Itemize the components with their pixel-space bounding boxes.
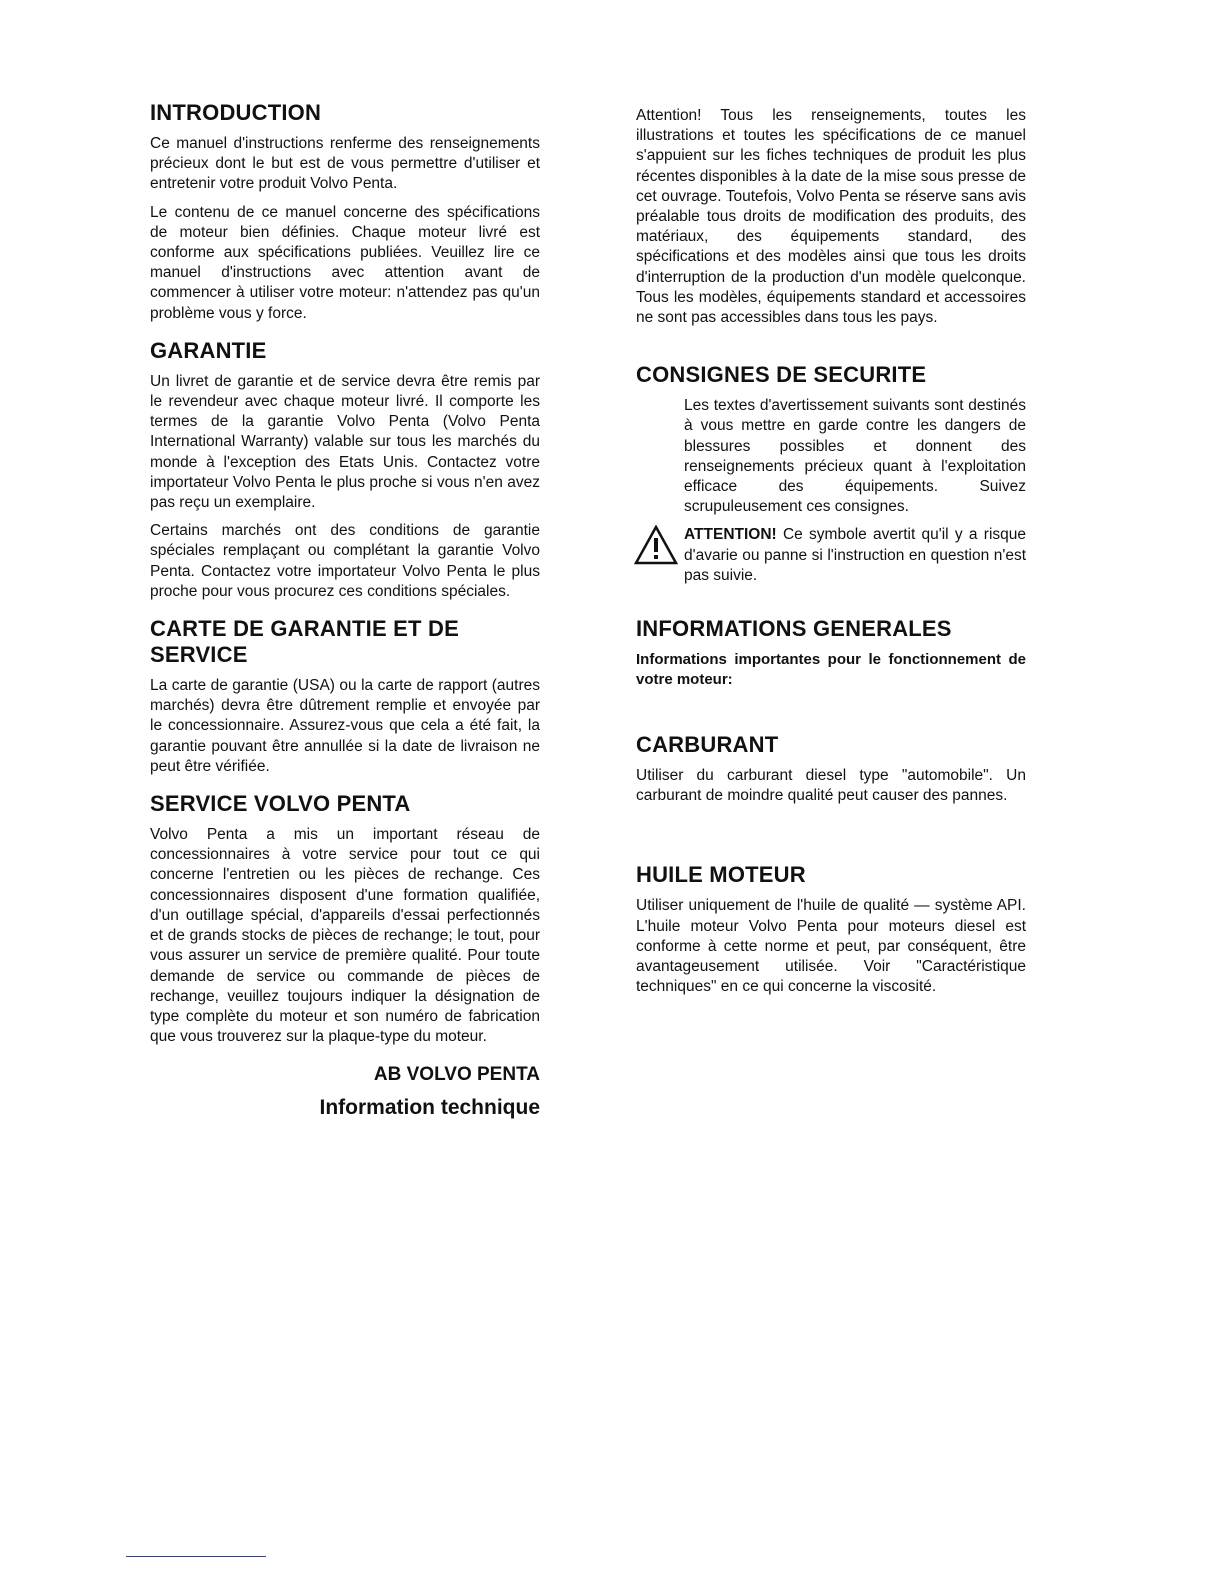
attention-notice: Attention! Tous les renseignements, toutes les illustrations et toutes les spécifications de ce manuel s'appuient sur les fiches techniques de produit les plus récentes disponibles à la date de la mise sous presse de cet ouvrage. Toutefois, Volvo Penta se réserve sans avis préalable tous droits de modification des produits, des matériaux, des équipements standard, des spécifications et des modèles ainsi que tous les droits d'interruption de la production d'un modèle quelconque. Tous les modèles, équipements standard et accessoires ne sont pas accessibles dans tous les pays. — [636, 107, 1026, 327]
huile-heading: HUILE MOTEUR — [636, 862, 806, 888]
section-garantie — [150, 338, 540, 602]
introduction-paragraph-1: Ce manuel d'instructions renferme des renseignements précieux dont le but est de vous permettre d'utiliser et entretenir votre produit Volvo Penta. — [150, 135, 540, 193]
carburant-heading: CARBURANT — [636, 732, 779, 758]
carburant-paragraph: Utiliser du carburant diesel type "automobile". Un carburant de moindre qualité peut causer des pannes. — [636, 767, 1026, 805]
signature-company: AB VOLVO PENTA — [373, 1064, 540, 1086]
footer-rule — [126, 1556, 266, 1557]
informations-heading: INFORMATIONS GENERALES — [636, 616, 952, 642]
section-informations-generales — [636, 616, 1026, 690]
informations-subheading: Informations importantes pour le fonctionnement de votre moteur: — [636, 651, 1026, 689]
section-carte-garantie — [150, 616, 540, 777]
garantie-paragraph-2: Certains marchés ont des conditions de garantie spéciales remplaçant ou complétant la garantie Volvo Penta. Contactez votre importateur Volvo Penta le plus proche pour vous procurez ces conditions spéciales. — [150, 522, 540, 600]
signature-block — [150, 1063, 540, 1121]
section-service-volvo-penta — [150, 791, 540, 1047]
left-column — [150, 100, 540, 1121]
introduction-heading: INTRODUCTION — [150, 100, 322, 125]
section-carburant — [636, 732, 1026, 806]
warning-paragraph — [684, 525, 1026, 586]
service-heading: SERVICE VOLVO PENTA — [150, 791, 411, 817]
section-consignes-securite — [636, 362, 1026, 586]
warning-label: ATTENTION! — [684, 526, 777, 544]
introduction-paragraph-2: Le contenu de ce manuel concerne des spécifications de moteur bien définies. Chaque moteur livré est conforme aux spécifications publiées. Veuillez lire ce manuel d'instructions avec attention avant de commencer à utiliser votre moteur: n'attendez pas qu'un problème vous y force. — [150, 203, 540, 322]
section-huile-moteur — [636, 862, 1026, 997]
warning-text: Ce symbole avertit qu'il y a risque d'avarie ou panne si l'instruction en question n'est pas suivie. — [684, 526, 1026, 584]
consignes-heading: CONSIGNES DE SECURITE — [636, 362, 927, 388]
service-paragraph: Volvo Penta a mis un important réseau de concessionnaires à votre service pour tout ce qui concerne l'entretien ou les pièces de rechange. Ces concessionnaires disposent d'une formation qualifiée, d'un outillage spécial, d'appareils d'essai perfectionnés et de grands stocks de pièces de rechange; le tout, pour vous assurer un service de première qualité. Pour toute demande de service ou commande de pièces de rechange, veuillez toujours indiquer la désignation de type complète du moteur et son numéro de fabrication que vous trouverez sur la plaque-type du moteur. — [150, 826, 540, 1046]
consignes-paragraph: Les textes d'avertissement suivants sont destinés à vous mettre en garde contre les dangers de blessures possibles et donnent des renseignements précieux quant à l'exploitation efficace des équipements. Suivez scrupuleusement ces consignes. — [684, 397, 1026, 516]
right-column — [636, 106, 1026, 1011]
section-introduction — [150, 100, 540, 324]
huile-paragraph: Utiliser uniquement de l'huile de qualité — système API. L'huile moteur Volvo Penta pour moteurs diesel est conforme à cette norme et peut, par conséquent, être avantageusement utilisée. Voir "Caractéristique techniques" en ce qui concerne la viscosité. — [636, 897, 1026, 996]
warning-row — [684, 525, 1026, 586]
signature-department: Information technique — [319, 1096, 540, 1120]
carte-garantie-heading: CARTE DE GARANTIE ET DE SERVICE — [150, 616, 459, 668]
carte-garantie-paragraph: La carte de garantie (USA) ou la carte de rapport (autres marchés) devra être dûtrement remplie et envoyée par le concessionnaire. Assurez-vous que cela a été fait, la garantie pouvant être annullée si la date de livraison ne peut être vérifiée. — [150, 677, 540, 775]
garantie-paragraph-1: Un livret de garantie et de service devra être remis par le revendeur avec chaque moteur livré. Il comporte les termes de la garantie Volvo Penta (Volvo Penta International Warranty) valable sur tous les marchés du monde à l'exception des Etats Unis. Contactez votre importateur Volvo Penta le plus proche si vous n'en avez pas reçu un exemplaire. — [150, 372, 540, 512]
warning-triangle-icon — [634, 525, 678, 565]
garantie-heading: GARANTIE — [150, 337, 267, 363]
